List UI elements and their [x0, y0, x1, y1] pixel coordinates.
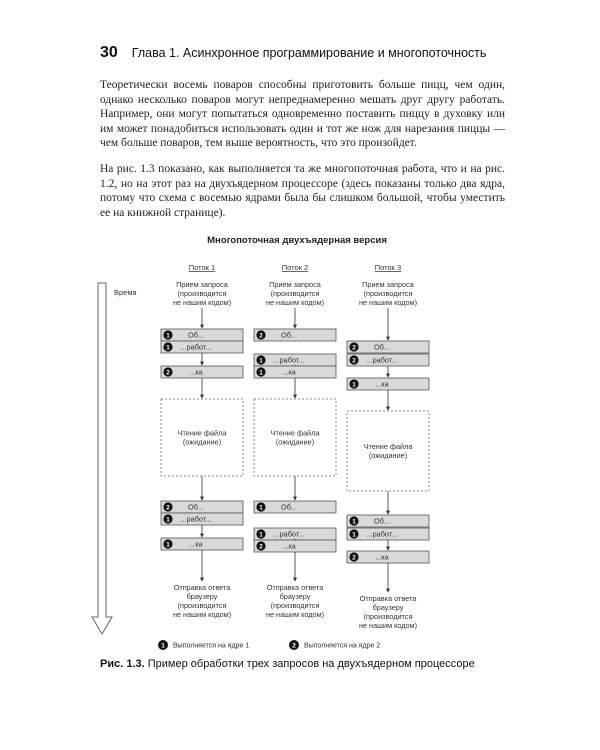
core-number: 1	[259, 369, 263, 377]
step-label: ...работ...	[366, 529, 398, 539]
send-text: браузеру	[186, 592, 218, 601]
receive-text: (производится	[363, 289, 413, 298]
step-label: ...ка	[375, 379, 389, 389]
core-number: 1	[166, 541, 170, 549]
step-label: ...работ...	[273, 355, 305, 365]
core-number: 1	[352, 381, 356, 389]
legend-core2-text: Выполняется на ядре 2	[304, 642, 381, 650]
thread-title: Поток 2	[281, 263, 309, 272]
step-label: ...ка	[282, 367, 296, 377]
wait-text: (ожидание)	[368, 451, 408, 460]
core-number: 1	[166, 516, 170, 524]
page-number: 30	[100, 44, 118, 61]
receive-text: (производится	[270, 289, 320, 298]
send-text: Отправка ответа	[266, 583, 324, 592]
step-label: Об...	[281, 330, 297, 340]
chapter-title: Глава 1. Асинхронное программирование и многопоточность	[131, 46, 487, 60]
legend-core1-text: Выполняется на ядре 1	[173, 642, 250, 650]
receive-text: не нашим кодом)	[172, 298, 232, 307]
receive-text: Прием запроса	[176, 280, 228, 289]
figure-caption	[100, 658, 475, 670]
time-arrow	[92, 283, 137, 634]
wait-text: Чтение файла	[177, 428, 227, 438]
step-label: Об...	[374, 342, 390, 352]
caption-label: Рис. 1.3.	[100, 658, 145, 670]
step-label: ...ка	[282, 541, 296, 551]
core-number: 2	[352, 357, 356, 365]
caption-text: Пример обработки трех запросов на двухъядерном процессоре	[147, 658, 475, 670]
core-number: 2	[166, 369, 170, 377]
time-label: Время	[114, 288, 137, 297]
core-number: 1	[352, 518, 356, 526]
paragraph-text: Теоретически восемь поваров способны приготовить больше пицц, чем один, однако несколько поваров могут непреднамеренно мешать друг другу работать. Например, они могут попытаться одновременно поставить пиццу в духовку или им может понадобиться использовать один и тот же нож для нарезания пиццы — чем больше поваров, тем выше вероятность, что это произойдет.	[100, 79, 505, 149]
send-text: не нашим кодом)	[265, 610, 325, 619]
send-text: не нашим кодом)	[172, 610, 232, 619]
core-number: 2	[259, 543, 263, 551]
send-text: (производится	[177, 601, 227, 610]
step-label: Об...	[374, 516, 390, 526]
diagram-title: Многопоточная двухъядерная версия	[207, 235, 387, 246]
send-text: Отправка ответа	[359, 594, 417, 603]
step-label: Об...	[188, 502, 204, 512]
receive-text: Прием запроса	[362, 280, 414, 289]
core-number: 1	[259, 357, 263, 365]
wait-text: Чтение файла	[270, 428, 320, 438]
step-label: ...ка	[189, 367, 203, 377]
legend	[158, 640, 380, 650]
core-number: 1	[166, 332, 170, 340]
step-label: ...ка	[189, 539, 203, 549]
step-label: ...работ...	[180, 342, 212, 352]
core-number: 2	[352, 344, 356, 352]
receive-text: (производится	[177, 289, 227, 298]
receive-text: не нашим кодом)	[265, 298, 325, 307]
legend-core1-number: 1	[161, 642, 165, 650]
send-text: (производится	[363, 612, 413, 621]
legend-core2-number: 2	[292, 642, 296, 650]
step-label: ...работ...	[180, 514, 212, 524]
send-text: браузеру	[279, 592, 311, 601]
step-label: ...работ...	[273, 529, 305, 539]
step-label: ...работ...	[366, 355, 398, 365]
step-label: ...ка	[375, 552, 389, 562]
core-number: 2	[352, 554, 356, 562]
send-text: браузеру	[372, 603, 404, 612]
thread-title: Поток 1	[188, 263, 216, 272]
receive-text: Прием запроса	[269, 280, 321, 289]
step-label: Об...	[281, 502, 297, 512]
core-number: 1	[352, 531, 356, 539]
receive-text: не нашим кодом)	[358, 298, 418, 307]
core-number: 1	[166, 344, 170, 352]
core-number: 2	[166, 504, 170, 512]
wait-text: Чтение файла	[363, 442, 413, 451]
wait-text: (ожидание)	[182, 437, 222, 447]
send-text: (производится	[270, 601, 320, 610]
step-label: Об...	[188, 330, 204, 340]
core-number: 1	[259, 531, 263, 539]
send-text: не нашим кодом)	[358, 621, 418, 630]
send-text: Отправка ответа	[173, 583, 231, 592]
core-number: 2	[259, 332, 263, 340]
thread-title: Поток 3	[374, 263, 402, 272]
core-number: 1	[259, 504, 263, 512]
paragraph-text: На рис. 1.3 показано, как выполняется та же многопоточная работа, что и на рис. 1.2, но на этот раз на двухъядерном процессоре (здесь показаны только два ядра, потому что схема с восемью ядрами была бы слишком большой, чтобы уместить ее на книжной странице).	[100, 163, 505, 219]
wait-text: (ожидание)	[275, 437, 315, 447]
